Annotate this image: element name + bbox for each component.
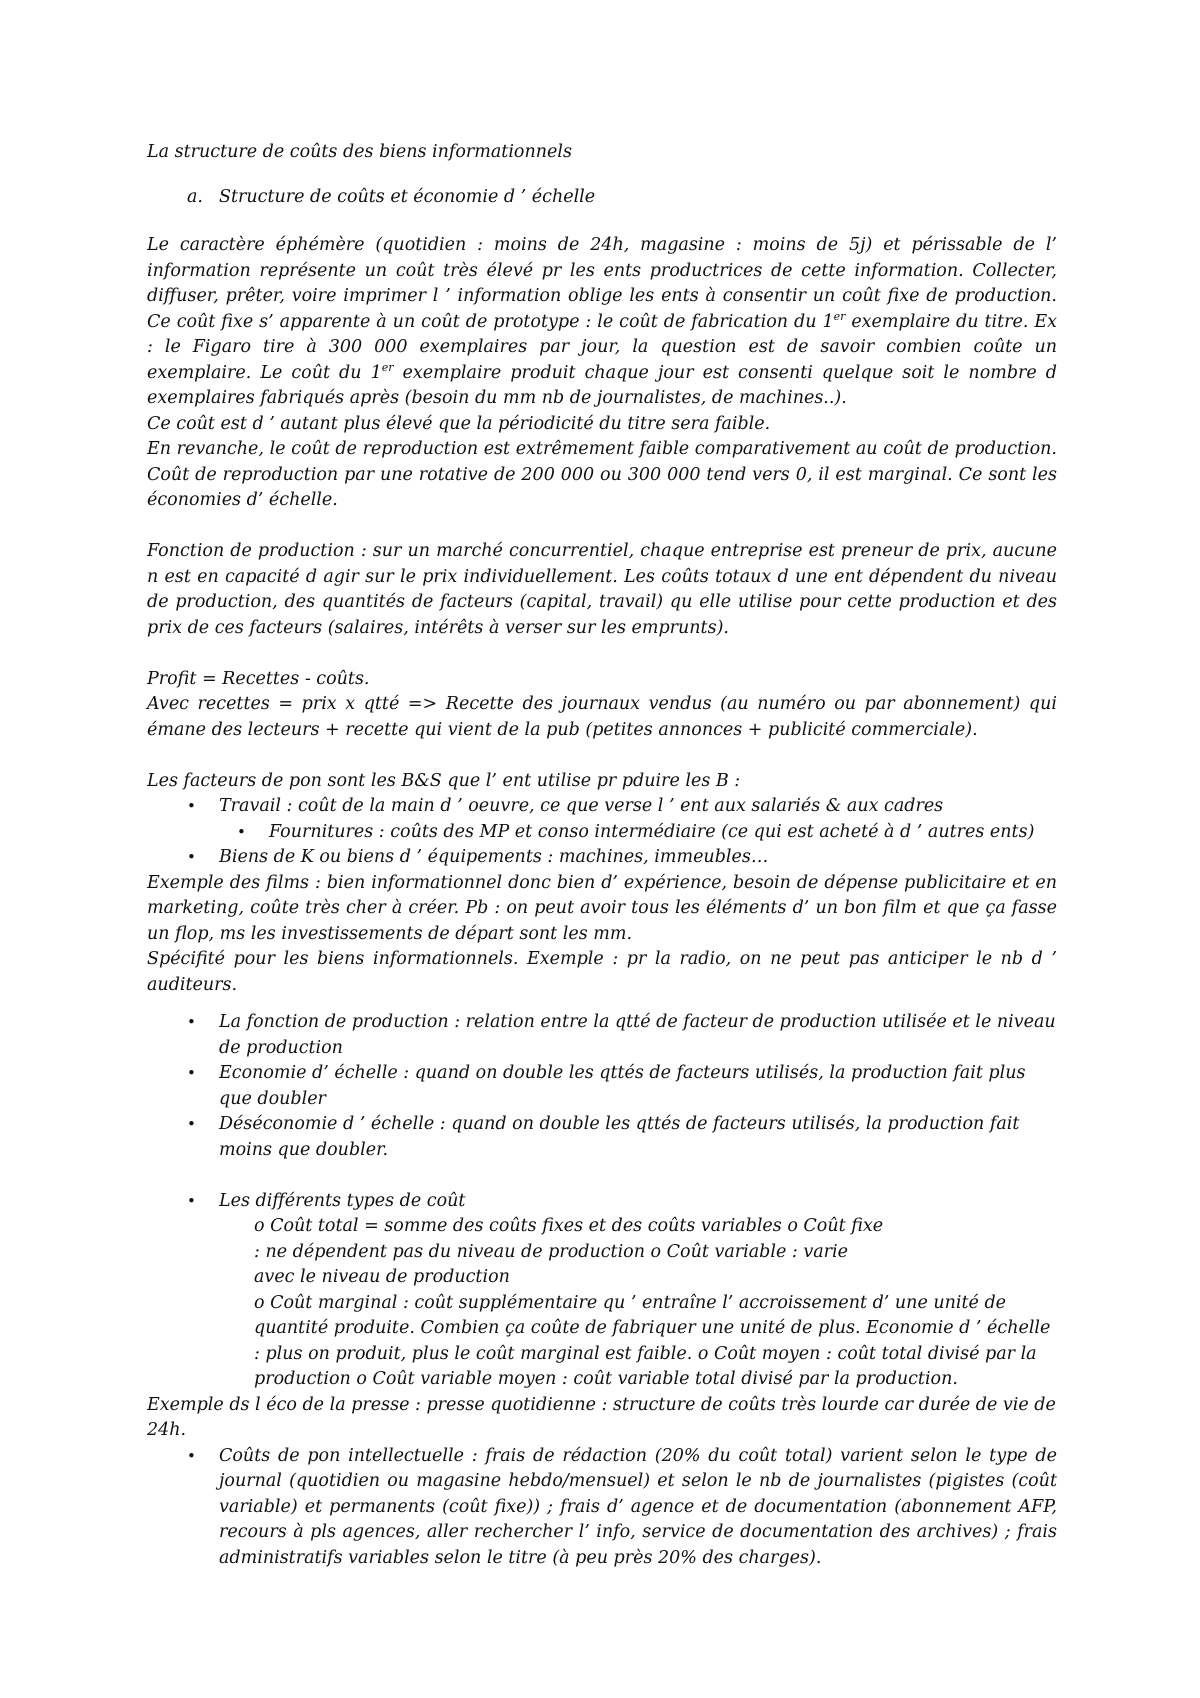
intro-section bbox=[147, 233, 1057, 998]
factors-intro: Les facteurs de pon sont les B&S que l’ ent utilise pr pduire les B : bbox=[147, 770, 741, 791]
definitions-list bbox=[147, 1010, 1057, 1571]
cost-line: o Coût total = somme des coûts fixes et des coûts variables o Coût fixe bbox=[254, 1216, 884, 1236]
document-title: La structure de coûts des biens informationnels bbox=[147, 142, 572, 162]
factor-bullet-supplies: • Fournitures : coûts des MP et conso intermédiaire (ce qui est acheté à d ’ autres ents) bbox=[147, 820, 1057, 846]
press-example-intro: Exemple ds l éco de la presse : presse quotidienne : structure de coûts très lourde car durée de vie de 24h. bbox=[147, 1394, 1056, 1440]
reproduction-paragraph: En revanche, le coût de reproduction est extrêmement faible comparativement au coût de production. Coût de reproduction par une rotative de 200 000 ou 300 000 tend vers 0, il est marginal. Ce sont les économies d’ échelle. bbox=[147, 439, 1057, 510]
definition-item: • Déséconomie d ’ échelle : quand on double les qttés de facteurs utilisés, la production fait moins que doubler. bbox=[147, 1112, 1057, 1163]
intro-paragraph: Le caractère éphémère (quotidien : moins de 24h, magasine : moins de 5j) et périssable de l’ information représente un coût très élevé pr les ents productrices de cette information. Collecter, diffuser, prêter, voire imprimer l ’ information oblige les ents à consentir un coût fixe de production. Ce coût fixe s’ apparente à un coût de prototype : le coût de fabrication du 1er exemplaire du titre. Ex : le Figaro tire à 300 000 exemplaires par jour, la question est de savoir combien coûte un exemplaire. Le coût du 1er exemplaire produit chaque jour est consenti quelque soit le nombre d exemplaires fabriqués après (besoin du mm nb de journalistes, de machines..). bbox=[147, 235, 1057, 408]
films-example: Exemple des films : bien informationnel donc bien d’ expérience, besoin de dépense publicitaire et en marketing, coûte très cher à créer. Pb : on peut avoir tous les éléments d’ un bon film et que ça fasse un flop, ms les investissements de départ sont les mm. bbox=[147, 872, 1057, 944]
periodicity-paragraph: Ce coût est d ’ autant plus élevé que la périodicité du titre sera faible. bbox=[147, 413, 771, 434]
cost-line: : ne dépendent pas du niveau de production o Coût variable : varie bbox=[254, 1241, 848, 1262]
cost-line: avec le niveau de production bbox=[254, 1267, 510, 1287]
factor-bullet-labor: • Travail : coût de la main d ’ oeuvre, ce que verse l ’ ent aux salariés & aux cadres bbox=[147, 794, 1057, 820]
profit-formula: Profit = Recettes - coûts. bbox=[147, 668, 370, 689]
revenue-paragraph: Avec recettes = prix x qtté => Recette des journaux vendus (au numéro ou par abonnement) qui émane des lecteurs + recette qui vient de la pub (petites annonces + publicité commerciale). bbox=[147, 694, 1057, 740]
section-title: Structure de coûts et économie d ’ échelle bbox=[219, 187, 596, 207]
section-marker: a. bbox=[187, 187, 203, 207]
factor-bullet-capital: • Biens de K ou biens d ’ équipements : machines, immeubles… bbox=[147, 845, 1057, 871]
press-cost-bullet: • Coûts de pon intellectuelle : frais de rédaction (20% du coût total) varient selon le type de journal (quotidien ou magasine hebdo/mensuel) et selon le nb de journalistes (pigistes (coût variable) et permanents (coût fixe)) ; frais d’ agence et de documentation (abonnement AFP, recours à pls agences, aller rechercher l’ info, service de documentation des archives) ; frais administratifs variables selon le titre (à peu près 20% des charges). bbox=[147, 1444, 1057, 1572]
definition-item: • Economie d’ échelle : quand on double les qttés de facteurs utilisés, la production fait plus que doubler bbox=[147, 1061, 1057, 1112]
cost-types-heading: • Les différents types de coût bbox=[147, 1189, 1057, 1215]
cost-line: o Coût marginal : coût supplémentaire qu ’ entraîne l’ accroissement d’ une unité de quantité produite. Combien ça coûte de fabriquer une unité de plus. Economie d ’ échelle : plus on produit, plus le coût marginal est faible. o Coût moyen : coût total divisé par la production o Coût variable moyen : coût variable total divisé par la production. bbox=[254, 1292, 1051, 1389]
production-function-paragraph: Fonction de production : sur un marché concurrentiel, chaque entreprise est preneur de prix, aucune n est en capacité d agir sur le prix individuellement. Les coûts totaux d une ent dépendent du niveau de production, des quantités de facteurs (capital, travail) qu elle utilise pour cette production et des prix de ces facteurs (salaires, intérêts à verser sur les emprunts). bbox=[147, 541, 1057, 638]
definition-item: • La fonction de production : relation entre la qtté de facteur de production utilisée et le niveau de production bbox=[147, 1010, 1057, 1061]
specificity-paragraph: Spécifité pour les biens informationnels. Exemple : pr la radio, on ne peut pas anticiper le nb d ’ auditeurs. bbox=[147, 949, 1057, 995]
